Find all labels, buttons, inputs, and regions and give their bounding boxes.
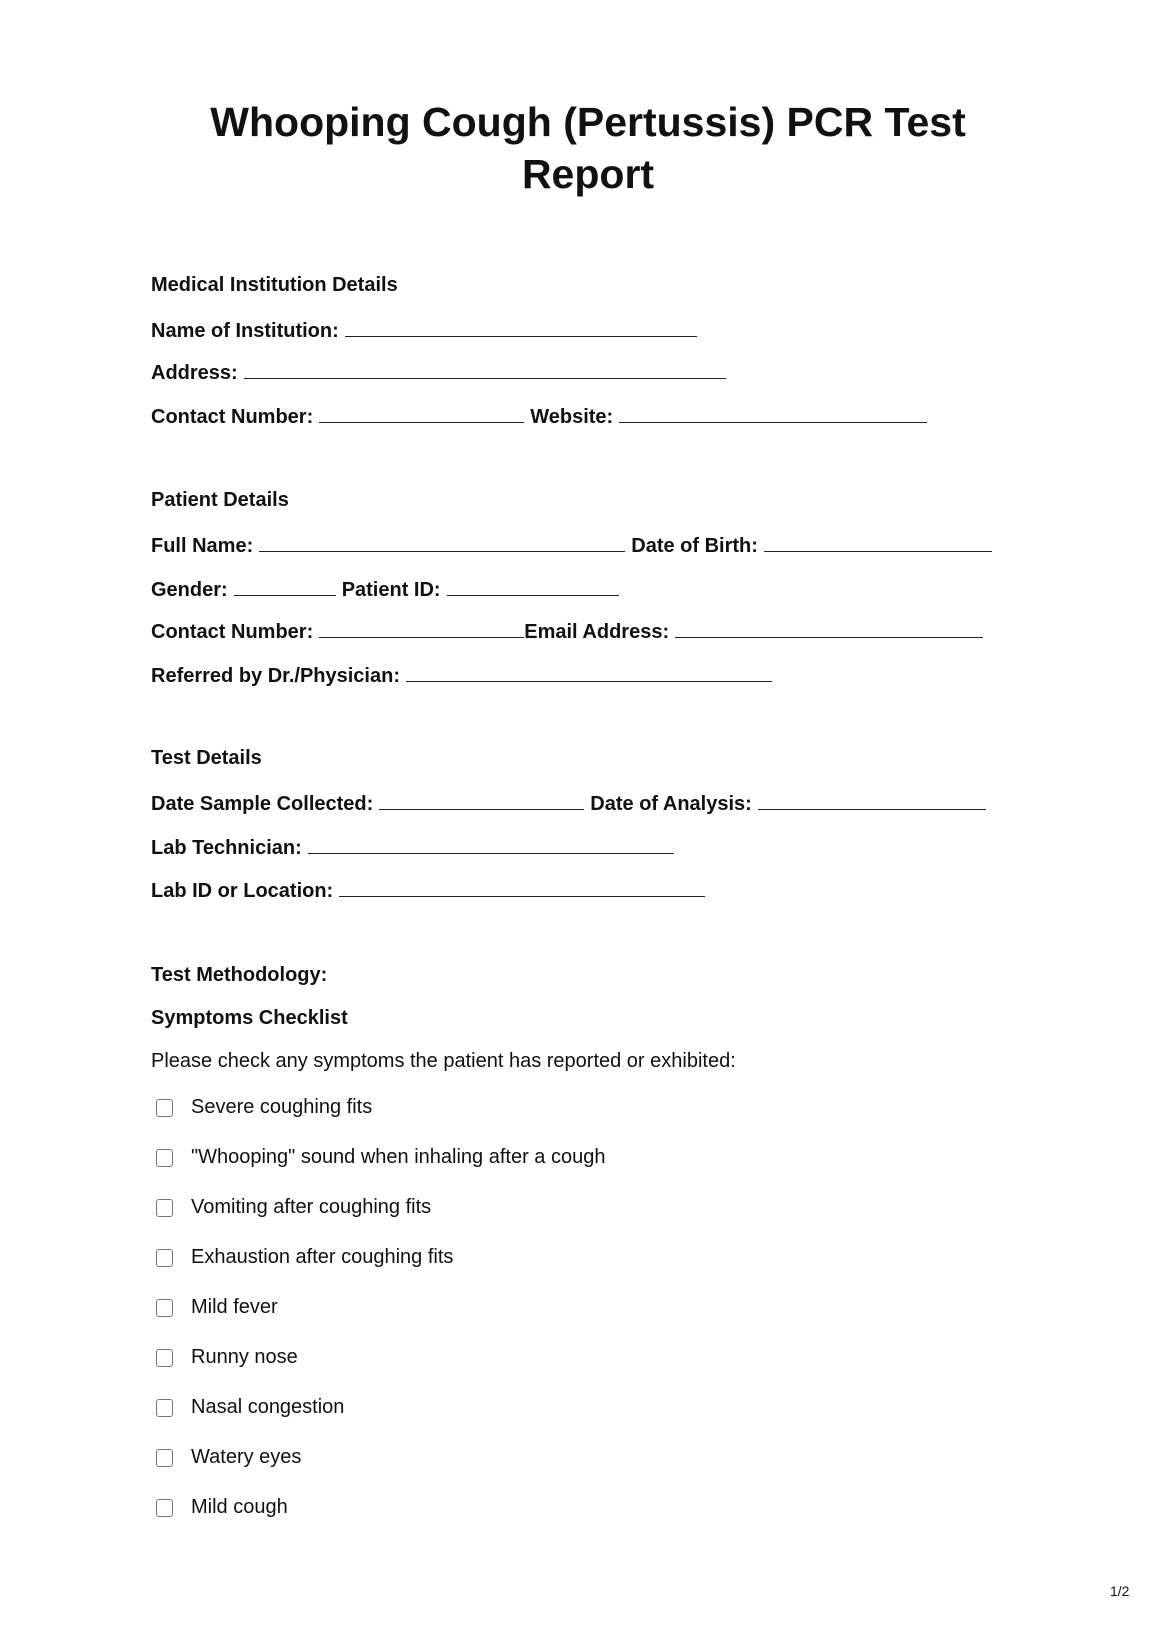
methodology-label: Test Methodology: [151, 964, 328, 986]
checkbox[interactable] [156, 1299, 173, 1317]
symptom-item[interactable] [156, 1096, 372, 1119]
website-field[interactable] [619, 404, 927, 423]
symptom-item[interactable] [156, 1496, 288, 1519]
institution-name-row [151, 318, 703, 343]
patient-contact-label: Contact Number: [151, 621, 314, 643]
test-heading: Test Details [151, 747, 262, 769]
institution-name-field[interactable] [345, 318, 697, 337]
checkbox[interactable] [156, 1449, 173, 1467]
dob-label: Date of Birth: [631, 535, 758, 557]
email-field[interactable] [675, 619, 983, 638]
lab-id-row [151, 878, 711, 903]
page-title: Whooping Cough (Pertussis) PCR Test Report [210, 99, 966, 197]
patient-contact-row [151, 619, 989, 644]
referred-field[interactable] [406, 663, 772, 682]
patient-id-label: Patient ID: [341, 579, 441, 601]
checkbox[interactable] [156, 1399, 173, 1417]
patient-id-field[interactable] [447, 577, 619, 596]
collected-field[interactable] [379, 791, 584, 810]
analysis-label: Date of Analysis: [590, 793, 752, 815]
gender-label: Gender: [151, 579, 228, 601]
institution-heading: Medical Institution Details [151, 274, 398, 296]
gender-row [151, 577, 625, 602]
patient-heading: Patient Details [151, 489, 289, 511]
symptom-label: "Whooping" sound when inhaling after a cough [191, 1146, 606, 1168]
symptom-label: Nasal congestion [191, 1396, 345, 1418]
institution-contact-row [151, 404, 933, 429]
symptom-label: Runny nose [191, 1346, 298, 1368]
symptoms-instruction: Please check any symptoms the patient has reported or exhibited: [151, 1050, 736, 1072]
institution-contact-label: Contact Number: [151, 406, 314, 428]
address-row [151, 360, 732, 385]
symptom-item[interactable] [156, 1296, 278, 1319]
lab-id-label: Lab ID or Location: [151, 880, 334, 902]
address-label: Address: [151, 362, 238, 384]
symptom-label: Mild cough [191, 1496, 288, 1518]
checkbox[interactable] [156, 1099, 173, 1117]
full-name-label: Full Name: [151, 535, 254, 557]
email-label: Email Address: [524, 621, 670, 643]
symptom-label: Exhaustion after coughing fits [191, 1246, 454, 1268]
collected-row [151, 791, 992, 816]
symptom-item[interactable] [156, 1446, 301, 1469]
checkbox[interactable] [156, 1349, 173, 1367]
dob-field[interactable] [764, 533, 992, 552]
gender-field[interactable] [234, 577, 336, 596]
referred-row [151, 663, 778, 688]
symptom-label: Vomiting after coughing fits [191, 1196, 432, 1218]
symptom-label: Severe coughing fits [191, 1096, 373, 1118]
symptom-item[interactable] [156, 1346, 298, 1369]
checkbox[interactable] [156, 1499, 173, 1517]
page-number: 1/2 [1110, 1583, 1130, 1599]
checkbox[interactable] [156, 1249, 173, 1267]
symptom-item[interactable] [156, 1196, 431, 1219]
symptom-item[interactable] [156, 1146, 605, 1169]
institution-contact-field[interactable] [319, 404, 524, 423]
technician-field[interactable] [308, 835, 674, 854]
checkbox[interactable] [156, 1199, 173, 1217]
lab-id-field[interactable] [339, 878, 705, 897]
technician-row [151, 835, 680, 860]
address-field[interactable] [244, 360, 726, 379]
symptom-label: Mild fever [191, 1296, 278, 1318]
referred-label: Referred by Dr./Physician: [151, 665, 400, 687]
symptom-item[interactable] [156, 1246, 453, 1269]
checkbox[interactable] [156, 1149, 173, 1167]
collected-label: Date Sample Collected: [151, 793, 374, 815]
technician-label: Lab Technician: [151, 837, 302, 859]
full-name-field[interactable] [259, 533, 625, 552]
institution-name-label: Name of Institution: [151, 320, 339, 342]
patient-contact-field[interactable] [319, 619, 524, 638]
symptom-label: Watery eyes [191, 1446, 302, 1468]
symptoms-heading: Symptoms Checklist [151, 1007, 348, 1029]
full-name-row [151, 533, 998, 558]
website-label: Website: [530, 406, 614, 428]
symptom-item[interactable] [156, 1396, 344, 1419]
analysis-field[interactable] [758, 791, 986, 810]
